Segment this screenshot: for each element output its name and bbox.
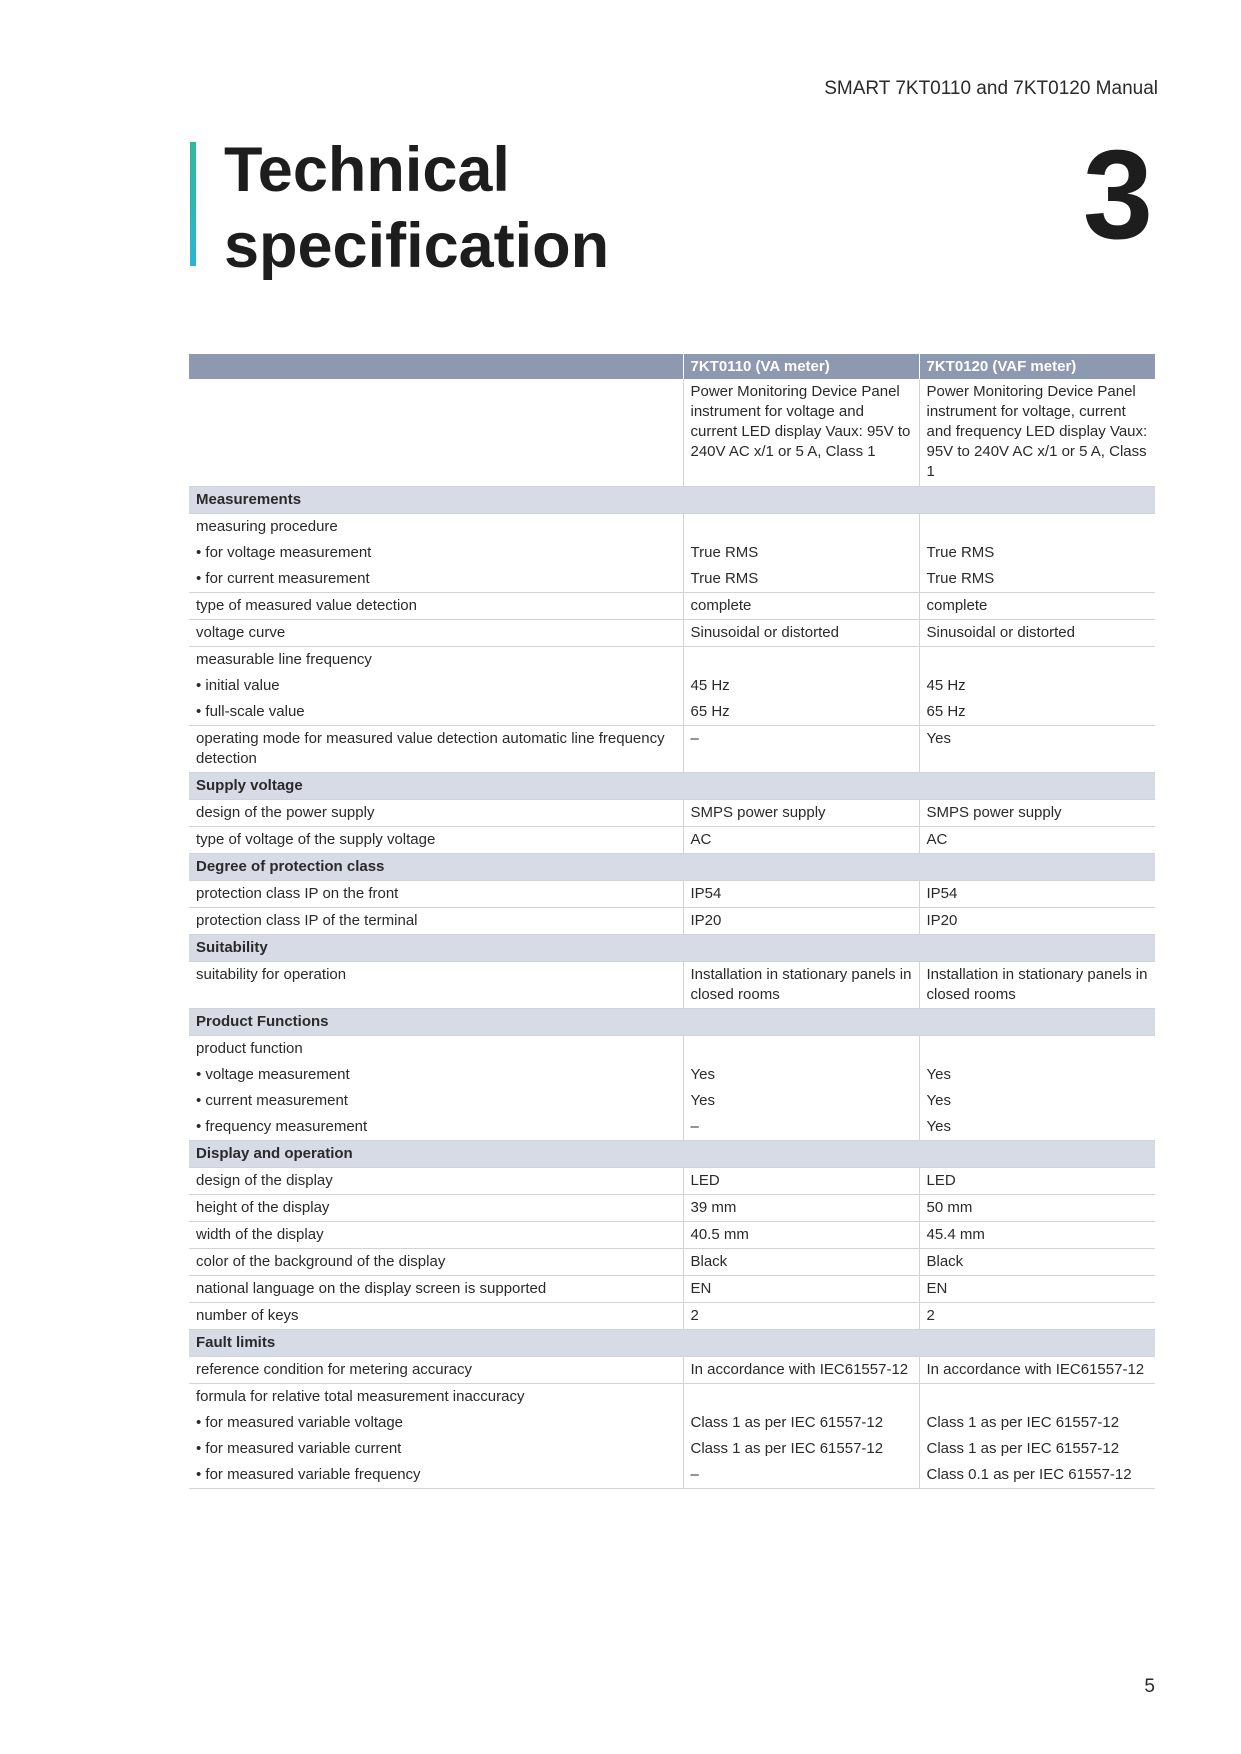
value-7kt0120: LED: [919, 1168, 1155, 1195]
value-7kt0110: 45 Hz: [683, 673, 919, 699]
value-7kt0120: Yes: [919, 1062, 1155, 1088]
row-label: measurable line frequency: [196, 651, 372, 668]
table-row: [189, 1357, 1155, 1384]
description-7kt0110: Power Monitoring Device Panel instrument for voltage and current LED display Vaux: 95V to 240V AC x/1 or 5 A, Class 1: [683, 379, 919, 487]
row-label: • initial value: [196, 677, 280, 694]
column-header-7kt0110: 7KT0110 (VA meter): [683, 354, 919, 379]
table-row: [189, 800, 1155, 827]
table-row: [189, 593, 1155, 620]
section-empty-cell: [919, 1330, 1155, 1357]
table-row: [189, 908, 1155, 935]
table-row: [189, 673, 1155, 699]
value-7kt0110: 39 mm: [683, 1195, 919, 1222]
spec-table-header-row: [189, 354, 1155, 379]
chapter-title-line-2: specification: [224, 211, 610, 281]
section-title: Supply voltage: [189, 773, 683, 800]
section-header-row: [189, 1330, 1155, 1357]
value-7kt0110: AC: [683, 827, 919, 854]
section-empty-cell: [683, 487, 919, 514]
chapter-title: [224, 132, 609, 284]
table-row: [189, 726, 1155, 773]
row-label: • full-scale value: [189, 699, 683, 726]
row-label: height of the display: [189, 1195, 683, 1222]
section-title: Suitability: [189, 935, 683, 962]
value-7kt0120: In accordance with IEC61557-12: [919, 1357, 1155, 1384]
section-title: Product Functions: [189, 1009, 683, 1036]
section-empty-cell: [683, 935, 919, 962]
table-row: [189, 1303, 1155, 1330]
row-label: • voltage measurement: [196, 1066, 350, 1083]
spec-table-head: [189, 354, 1155, 379]
value-7kt0110: –: [683, 1114, 919, 1141]
value-7kt0110: IP54: [683, 881, 919, 908]
row-label: • current measurement: [196, 1092, 348, 1109]
table-row: [189, 1276, 1155, 1303]
row-label: protection class IP of the terminal: [189, 908, 683, 935]
table-row: [189, 1384, 1155, 1411]
value-7kt0110: –: [683, 1462, 919, 1489]
description-7kt0120: Power Monitoring Device Panel instrument for voltage, current and frequency LED display Vaux: 95V to 240V AC x/1 or 5 A, Class 1: [919, 379, 1155, 487]
value-7kt0110: [683, 1036, 919, 1063]
table-row: [189, 699, 1155, 726]
page-number: 5: [1144, 1676, 1155, 1697]
value-7kt0110: Class 1 as per IEC 61557-12: [683, 1410, 919, 1436]
value-7kt0120: IP20: [919, 908, 1155, 935]
section-title: Display and operation: [189, 1141, 683, 1168]
value-7kt0120: Class 1 as per IEC 61557-12: [919, 1410, 1155, 1436]
table-row: [189, 827, 1155, 854]
section-empty-cell: [919, 1009, 1155, 1036]
section-empty-cell: [683, 1009, 919, 1036]
table-row: [189, 647, 1155, 674]
section-empty-cell: [683, 1330, 919, 1357]
value-7kt0120: SMPS power supply: [919, 800, 1155, 827]
section-empty-cell: [919, 935, 1155, 962]
spec-table: [189, 354, 1155, 1489]
value-7kt0110: EN: [683, 1276, 919, 1303]
section-header-row: [189, 487, 1155, 514]
value-7kt0110: Black: [683, 1249, 919, 1276]
value-7kt0110: complete: [683, 593, 919, 620]
column-header-parameter: [189, 354, 683, 379]
table-row: [189, 1222, 1155, 1249]
chapter-number: 3: [1082, 124, 1153, 265]
table-row: [189, 620, 1155, 647]
value-7kt0120: Sinusoidal or distorted: [919, 620, 1155, 647]
value-7kt0120: Yes: [919, 1088, 1155, 1114]
value-7kt0120: [919, 647, 1155, 674]
value-7kt0120: IP54: [919, 881, 1155, 908]
row-label: • for current measurement: [189, 566, 683, 593]
section-header-row: [189, 773, 1155, 800]
table-row: [189, 1249, 1155, 1276]
value-7kt0120: 45.4 mm: [919, 1222, 1155, 1249]
value-7kt0110: [683, 1384, 919, 1411]
table-row: [189, 1036, 1155, 1063]
section-empty-cell: [683, 854, 919, 881]
row-label: type of measured value detection: [189, 593, 683, 620]
row-label: formula for relative total measurement inaccuracy: [196, 1388, 525, 1405]
section-title: Measurements: [189, 487, 683, 514]
value-7kt0110: 65 Hz: [683, 699, 919, 726]
value-7kt0110: 40.5 mm: [683, 1222, 919, 1249]
value-7kt0120: [919, 514, 1155, 541]
row-label: national language on the display screen is supported: [189, 1276, 683, 1303]
section-header-row: [189, 854, 1155, 881]
row-label: product function: [196, 1040, 303, 1057]
row-label: protection class IP on the front: [189, 881, 683, 908]
row-label: • for measured variable frequency: [189, 1462, 683, 1489]
table-row: [189, 962, 1155, 1009]
description-label: [189, 379, 683, 487]
row-label: • for voltage measurement: [196, 544, 372, 561]
row-label: color of the background of the display: [189, 1249, 683, 1276]
row-label: voltage curve: [189, 620, 683, 647]
value-7kt0120: EN: [919, 1276, 1155, 1303]
table-row: [189, 1088, 1155, 1114]
value-7kt0120: True RMS: [919, 566, 1155, 593]
row-label: number of keys: [189, 1303, 683, 1330]
value-7kt0110: True RMS: [683, 566, 919, 593]
section-title: Degree of protection class: [189, 854, 683, 881]
value-7kt0120: Installation in stationary panels in closed rooms: [919, 962, 1155, 1009]
table-row: [189, 1062, 1155, 1088]
row-label: • for measured variable voltage: [196, 1414, 404, 1431]
section-header-row: [189, 935, 1155, 962]
table-row: [189, 514, 1155, 541]
table-row: [189, 1195, 1155, 1222]
value-7kt0110: Sinusoidal or distorted: [683, 620, 919, 647]
row-label: • for measured variable current: [196, 1440, 402, 1457]
table-row: [189, 881, 1155, 908]
column-header-7kt0120: 7KT0120 (VAF meter): [919, 354, 1155, 379]
value-7kt0110: True RMS: [683, 540, 919, 566]
value-7kt0120: complete: [919, 593, 1155, 620]
value-7kt0110: LED: [683, 1168, 919, 1195]
chapter-title-line-1: Technical: [224, 135, 510, 205]
row-label: operating mode for measured value detection automatic line frequency detection: [189, 726, 683, 773]
value-7kt0120: Class 1 as per IEC 61557-12: [919, 1436, 1155, 1462]
section-header-row: [189, 1141, 1155, 1168]
row-label: measuring procedure: [196, 518, 338, 535]
section-header-row: [189, 1009, 1155, 1036]
row-label: design of the power supply: [189, 800, 683, 827]
value-7kt0120: Yes: [919, 726, 1155, 773]
value-7kt0120: 45 Hz: [919, 673, 1155, 699]
value-7kt0120: [919, 1384, 1155, 1411]
table-row: [189, 1436, 1155, 1462]
value-7kt0120: 65 Hz: [919, 699, 1155, 726]
table-row: [189, 1114, 1155, 1141]
section-empty-cell: [919, 854, 1155, 881]
table-row: [189, 1410, 1155, 1436]
row-label: suitability for operation: [189, 962, 683, 1009]
value-7kt0120: 50 mm: [919, 1195, 1155, 1222]
section-empty-cell: [919, 773, 1155, 800]
section-empty-cell: [683, 1141, 919, 1168]
value-7kt0110: [683, 647, 919, 674]
value-7kt0110: 2: [683, 1303, 919, 1330]
value-7kt0110: IP20: [683, 908, 919, 935]
product-description-row: [189, 379, 1155, 487]
row-label: • frequency measurement: [189, 1114, 683, 1141]
value-7kt0110: In accordance with IEC61557-12: [683, 1357, 919, 1384]
value-7kt0110: Yes: [683, 1088, 919, 1114]
spec-table-body: [189, 379, 1155, 1489]
section-empty-cell: [919, 1141, 1155, 1168]
table-row: [189, 566, 1155, 593]
value-7kt0110: –: [683, 726, 919, 773]
row-label: reference condition for metering accuracy: [189, 1357, 683, 1384]
value-7kt0110: SMPS power supply: [683, 800, 919, 827]
value-7kt0120: 2: [919, 1303, 1155, 1330]
value-7kt0110: Yes: [683, 1062, 919, 1088]
section-empty-cell: [683, 773, 919, 800]
value-7kt0120: Black: [919, 1249, 1155, 1276]
chapter-accent-bar: [190, 142, 196, 266]
document-header-title: SMART 7KT0110 and 7KT0120 Manual: [824, 78, 1158, 99]
value-7kt0110: Class 1 as per IEC 61557-12: [683, 1436, 919, 1462]
table-row: [189, 1462, 1155, 1489]
value-7kt0120: Class 0.1 as per IEC 61557-12: [919, 1462, 1155, 1489]
value-7kt0120: True RMS: [919, 540, 1155, 566]
value-7kt0120: Yes: [919, 1114, 1155, 1141]
row-label: width of the display: [189, 1222, 683, 1249]
table-row: [189, 1168, 1155, 1195]
value-7kt0120: AC: [919, 827, 1155, 854]
row-label: design of the display: [189, 1168, 683, 1195]
value-7kt0110: [683, 514, 919, 541]
section-title: Fault limits: [189, 1330, 683, 1357]
row-label: type of voltage of the supply voltage: [189, 827, 683, 854]
section-empty-cell: [919, 487, 1155, 514]
value-7kt0110: Installation in stationary panels in closed rooms: [683, 962, 919, 1009]
table-row: [189, 540, 1155, 566]
value-7kt0120: [919, 1036, 1155, 1063]
